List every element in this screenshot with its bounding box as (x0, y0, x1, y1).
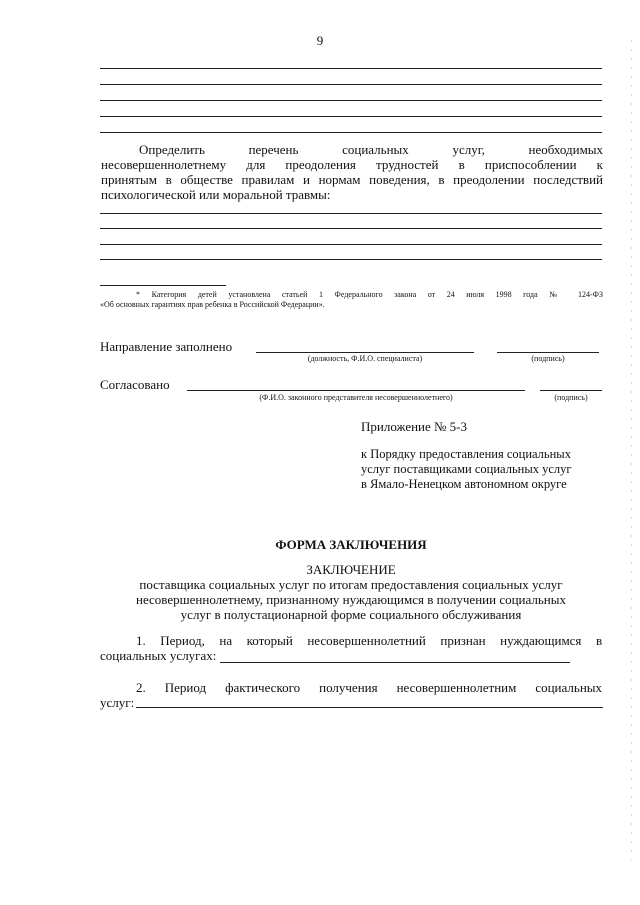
word: в (595, 633, 603, 648)
blank-line (100, 68, 602, 69)
word: необходимых (528, 142, 604, 157)
agreement-label: Согласовано (100, 377, 170, 392)
blank-line (100, 116, 602, 117)
word: 1. Период, (136, 633, 205, 648)
item-2-line-2-label: услуг: (100, 695, 135, 710)
item-1-period-field[interactable] (220, 662, 570, 663)
appendix-text (361, 447, 611, 492)
word: получения (319, 680, 378, 695)
word: который (246, 633, 293, 648)
blank-line (100, 228, 602, 229)
signature-field[interactable] (540, 390, 602, 391)
blank-line (100, 259, 602, 260)
word: на (219, 633, 233, 648)
representative-field[interactable] (187, 390, 525, 391)
representative-caption: (Ф.И.О. законного представителя несовершеннолетнего) (259, 393, 453, 402)
social-services-paragraph (101, 142, 603, 202)
item-1-line-2-label: социальных услугах: (100, 648, 217, 663)
item-1 (100, 633, 602, 663)
appendix-line-2: услуг поставщиками социальных услуг (361, 462, 572, 476)
appendix-title: Приложение № 5-3 (361, 419, 468, 434)
signature-caption: (подпись) (531, 354, 565, 363)
word: Определить (139, 142, 205, 157)
blank-line (100, 213, 602, 214)
position-caption: (должность, Ф.И.О. специалиста) (307, 354, 423, 363)
page-number: 9 (316, 33, 324, 48)
form-heading: ФОРМА ЗАКЛЮЧЕНИЯ (275, 537, 427, 552)
word: несовершеннолетний (307, 633, 426, 648)
paragraph-line-2: несовершеннолетнему для преодоления трудностей в приспособлении к (101, 157, 603, 172)
footnote-line-2: «Об основных гарантиях прав ребенка в Российской Федерации». (100, 300, 325, 309)
signature-caption: (подпись) (554, 393, 588, 402)
word: несовершеннолетним (396, 680, 517, 695)
form-description-line-3: услуг в полустационарной форме социального обслуживания (180, 607, 522, 622)
word: социальных (342, 142, 409, 157)
paragraph-line-3: принятым в обществе правилам и нормам поведения, в преодолении последствий (101, 172, 603, 187)
position-field[interactable] (256, 352, 474, 353)
appendix-line-3: в Ямало-Ненецком автономном округе (361, 477, 567, 491)
form-description (100, 577, 602, 622)
item-2-period-field[interactable] (136, 707, 603, 708)
word: нуждающимся (500, 633, 582, 648)
word: социальных (535, 680, 603, 695)
blank-line (100, 132, 602, 133)
form-description-line-2: несовершеннолетнему, признанному нуждающимся в получении социальных (135, 592, 566, 607)
item-1-line-1 (100, 633, 602, 648)
word: услуг, (452, 142, 485, 157)
word: признан (440, 633, 486, 648)
scan-edge-artifact (631, 40, 632, 860)
word: перечень (248, 142, 299, 157)
footnote (100, 290, 603, 310)
form-description-line-1: поставщика социальных услуг по итогам предоставления социальных услуг (139, 577, 563, 592)
paragraph-line-4: психологической или моральной травмы: (101, 187, 331, 202)
word: фактического (225, 680, 301, 695)
footnote-separator (100, 285, 226, 286)
footnote-line-1: * Категория детей установлена статьей 1 Федерального закона от 24 июля 1998 года № 124-ФЗ (136, 290, 603, 299)
form-subheading: ЗАКЛЮЧЕНИЕ (306, 562, 396, 577)
word: 2. Период (136, 680, 207, 695)
referral-label: Направление заполнено (100, 339, 233, 354)
appendix-line-1: к Порядку предоставления социальных (361, 447, 571, 461)
blank-line (100, 84, 602, 85)
item-2-line-1 (100, 680, 602, 695)
blank-line (100, 244, 602, 245)
item-2 (100, 680, 602, 710)
paragraph-line-1 (101, 142, 603, 157)
signature-field[interactable] (497, 352, 599, 353)
blank-line (100, 100, 602, 101)
